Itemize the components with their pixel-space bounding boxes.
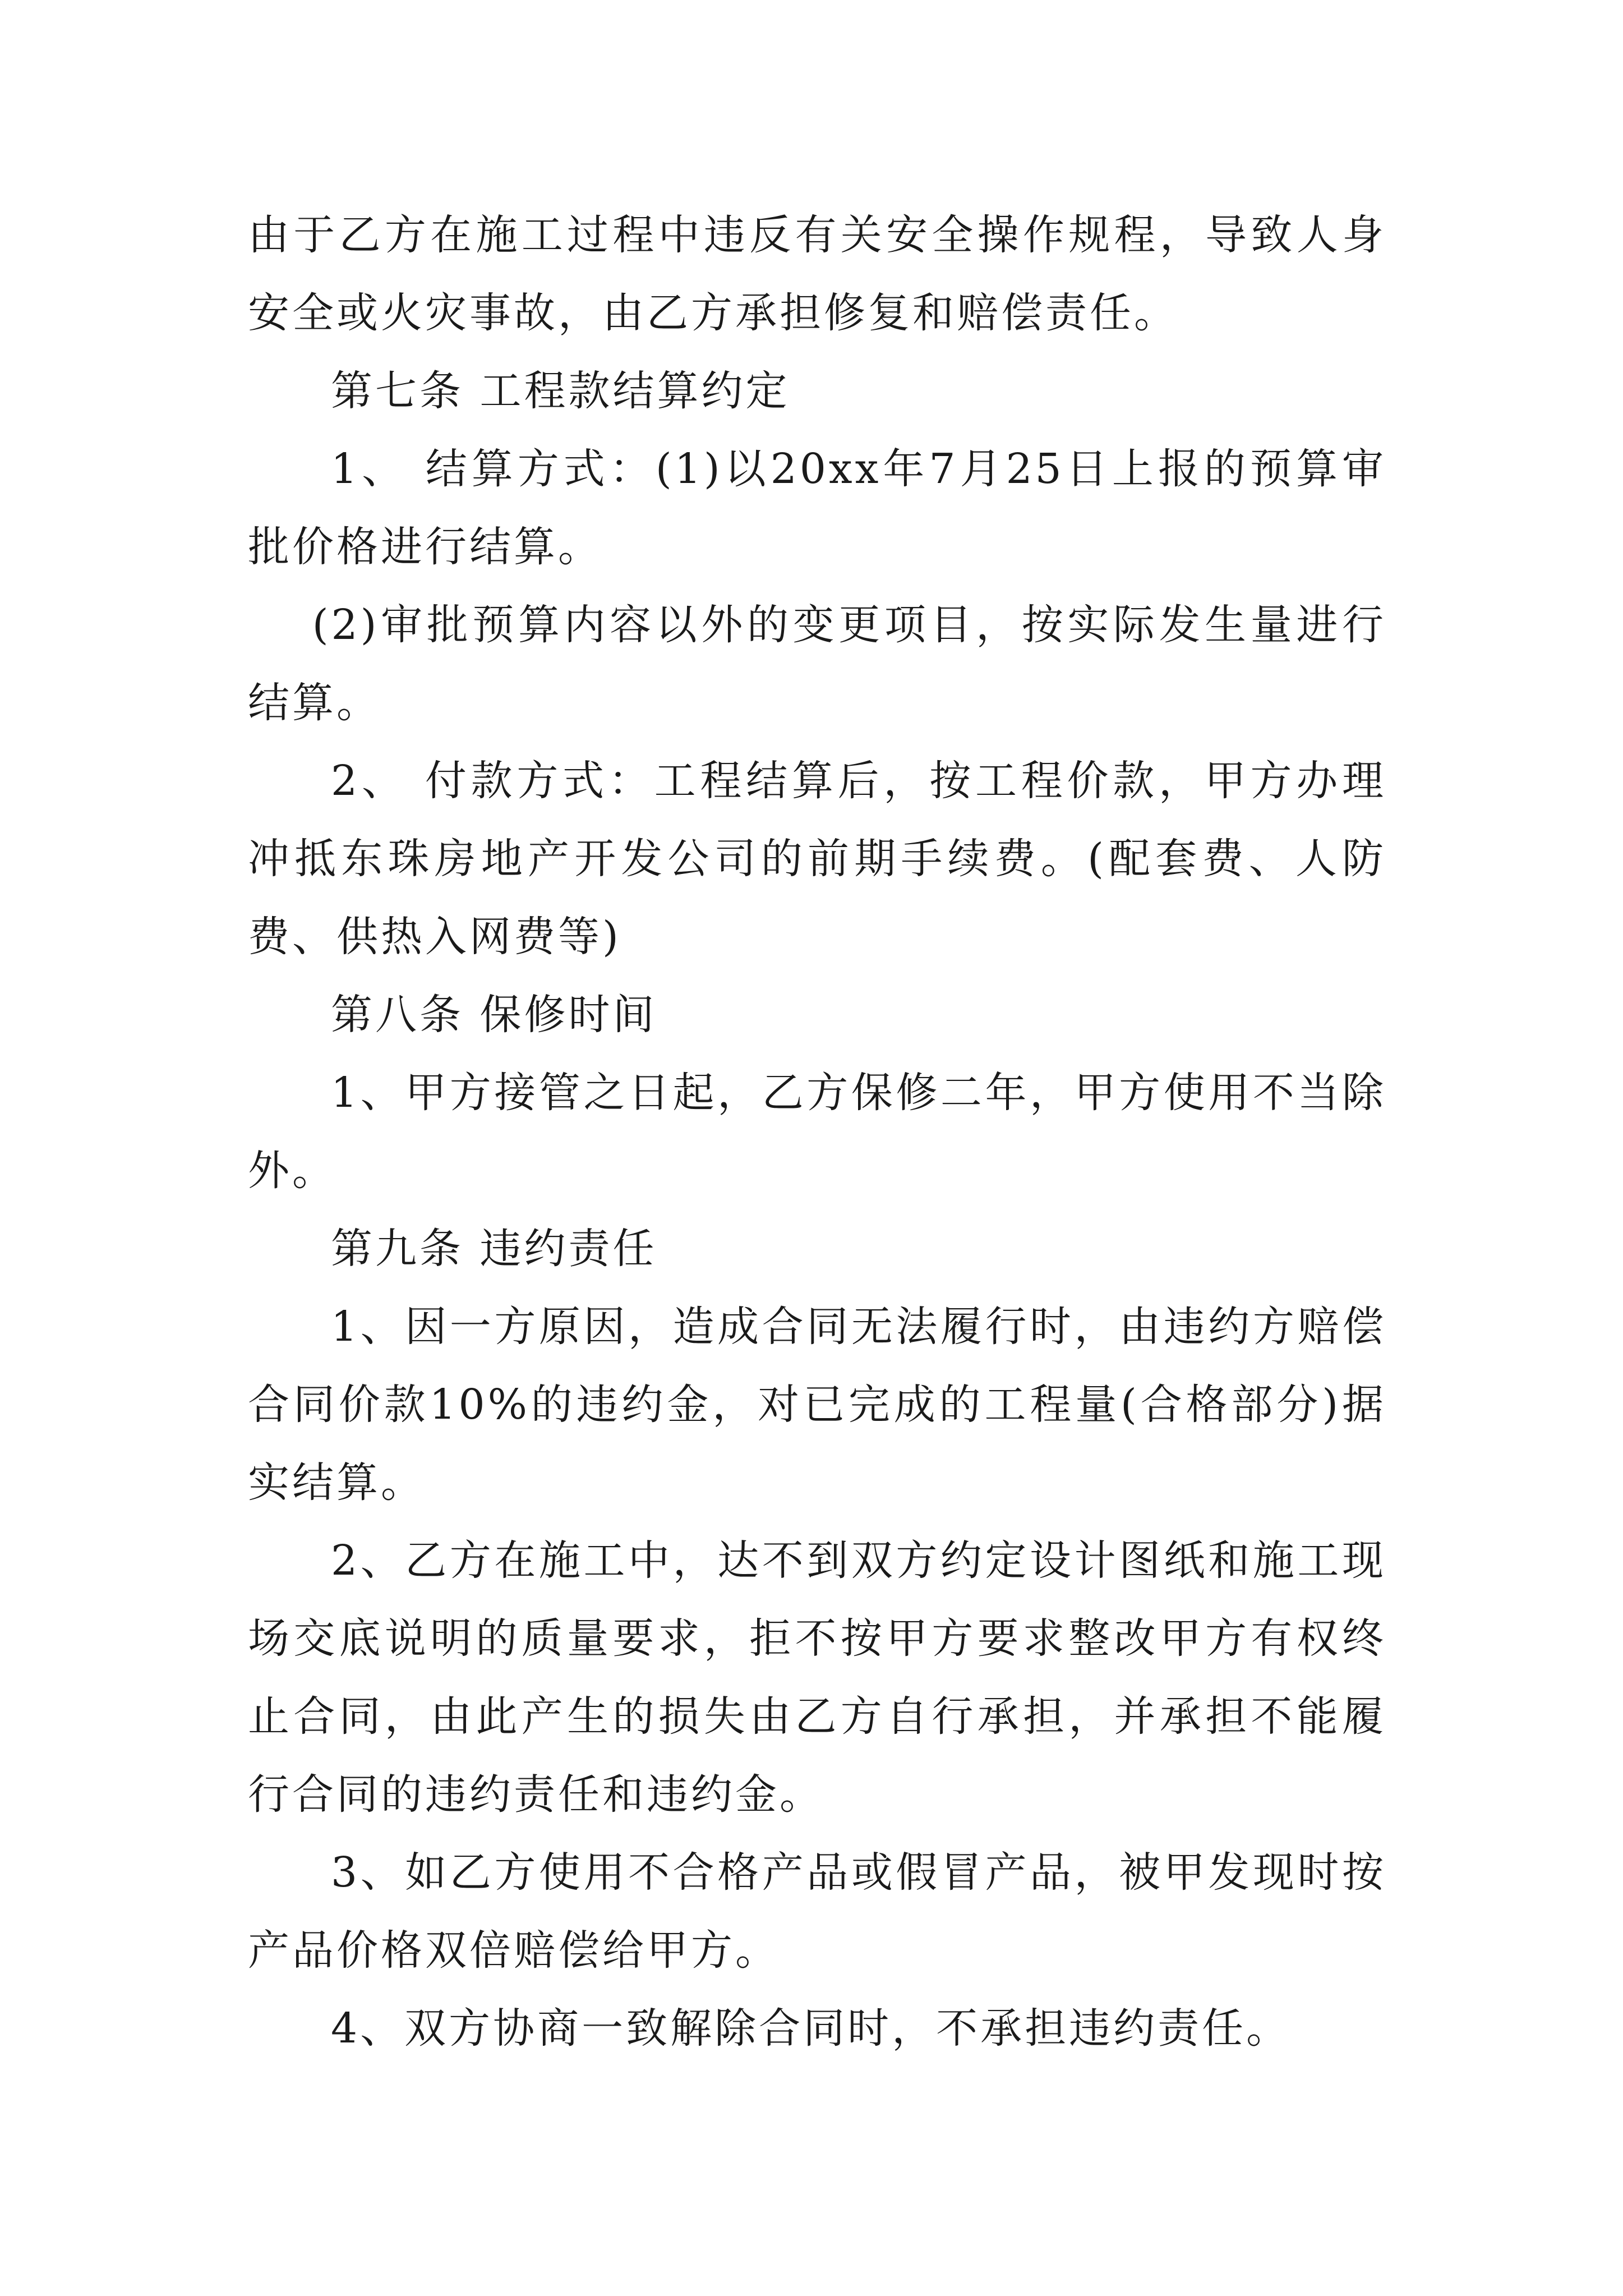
paragraph-breach-3: 3、如乙方使用不合格产品或假冒产品，被甲发现时按产品价格双倍赔偿给甲方。 <box>248 1848 1386 1975</box>
paragraph-payment-method: 2、 付款方式：工程结算后，按工程价款，甲方办理冲抵东珠房地产开发公司的前期手续费。(配套费、人防费、供热入网费等) <box>248 757 1386 961</box>
heading-article-7: 第七条 工程款结算约定 <box>331 367 790 415</box>
paragraph-breach-4: 4、双方协商一致解除合同时，不承担违约责任。 <box>331 2004 1291 2053</box>
contract-body <box>248 196 1386 2068</box>
heading-article-8: 第八条 保修时间 <box>331 991 657 1039</box>
paragraph-warranty: 1、甲方接管之日起，乙方保修二年，甲方使用不当除外。 <box>248 1069 1386 1195</box>
paragraph-settlement-changes: (2)审批预算内容以外的变更项目，按实际发生量进行结算。 <box>248 601 1386 727</box>
paragraph-breach-1: 1、因一方原因，造成合同无法履行时，由违约方赔偿合同价款10%的违约金，对已完成的工程量(合格部分)据实结算。 <box>248 1303 1386 1507</box>
paragraph-safety-liability: 由于乙方在施工过程中违反有关安全操作规程，导致人身安全或火灾事故，由乙方承担修复和赔偿责任。 <box>248 211 1386 337</box>
heading-article-9: 第九条 违约责任 <box>331 1225 657 1273</box>
paragraph-settlement-method: 1、 结算方式：(1)以20xx年7月25日上报的预算审批价格进行结算。 <box>248 445 1386 571</box>
paragraph-breach-2: 2、乙方在施工中，达不到双方约定设计图纸和施工现场交底说明的质量要求，拒不按甲方要求整改甲方有权终止合同，由此产生的损失由乙方自行承担，并承担不能履行合同的违约责任和违约金。 <box>248 1536 1386 1819</box>
